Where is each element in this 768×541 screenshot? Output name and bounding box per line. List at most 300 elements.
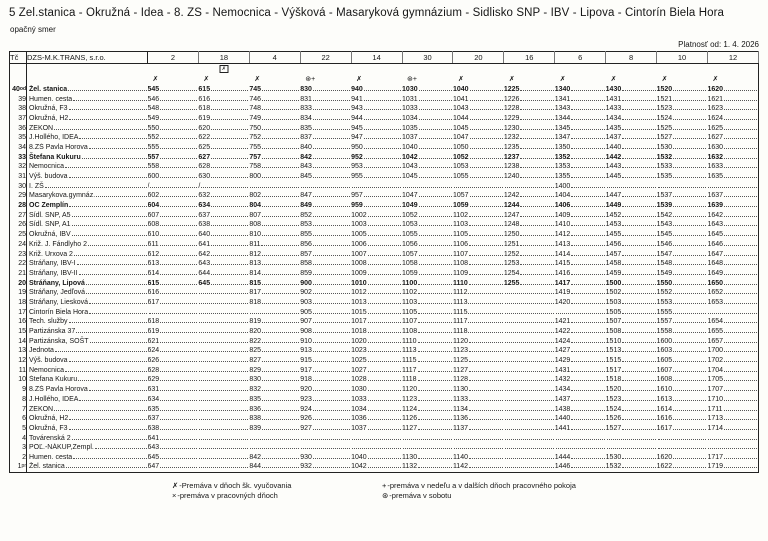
time-cell: 1340: [555, 85, 606, 95]
time-cell: [504, 414, 555, 424]
time-cell: 644: [198, 269, 249, 279]
stop-row: [10, 365, 759, 375]
stop-name: Okružná, F3: [27, 104, 148, 114]
time-cell: 1352: [555, 152, 606, 162]
time-cell: 1404: [555, 191, 606, 201]
time-cell: 840: [300, 143, 351, 153]
stop-row: [10, 443, 759, 453]
column-number: 30: [402, 52, 453, 64]
time-cell: 1118: [453, 327, 504, 337]
time-cell: 555: [148, 143, 199, 153]
time-cell: 830: [249, 375, 300, 385]
time-cell: 1553: [657, 298, 708, 308]
stop-row: [10, 249, 759, 259]
time-cell: 835: [300, 123, 351, 133]
time-cell: 545: [148, 85, 199, 95]
time-cell: [402, 181, 453, 191]
time-cell: 1421: [555, 317, 606, 327]
stop-name: Stráňany, IBV-I: [27, 259, 148, 269]
time-cell: 1055: [402, 230, 453, 240]
time-cell: 1037: [351, 424, 402, 434]
time-cell: 604: [148, 201, 199, 211]
time-cell: 1009: [351, 269, 402, 279]
time-cell: 1505: [606, 307, 657, 317]
time-cell: 940: [351, 85, 402, 95]
time-cell: 1603: [657, 346, 708, 356]
time-cell: 752: [249, 133, 300, 143]
timetable-body: [10, 85, 759, 473]
stop-name: Cintorín Biela Hora: [27, 307, 148, 317]
time-cell: 616: [148, 288, 199, 298]
time-cell: [402, 433, 453, 443]
time-cell: 1435: [606, 123, 657, 133]
spacer: [27, 64, 148, 85]
time-cell: [402, 443, 453, 453]
time-cell: [198, 346, 249, 356]
time-cell: 838: [249, 414, 300, 424]
stop-number: 14: [10, 336, 27, 346]
column-number: 12: [707, 52, 758, 64]
time-cell: 1616: [657, 414, 708, 424]
time-cell: 1036: [351, 414, 402, 424]
time-cell: 1049: [402, 201, 453, 211]
time-cell: 1115: [402, 356, 453, 366]
time-cell: 1414: [555, 249, 606, 259]
time-cell: 1543: [657, 220, 708, 230]
time-cell: 800: [249, 172, 300, 182]
time-cell: 1108: [453, 259, 504, 269]
time-cell: 626: [148, 356, 199, 366]
time-cell: 1020: [351, 336, 402, 346]
time-cell: 1106: [453, 240, 504, 250]
time-cell: 1627: [707, 133, 758, 143]
stop-name: Humen. cesta: [27, 94, 148, 104]
time-cell: 1549: [657, 269, 708, 279]
time-cell: 1007: [351, 249, 402, 259]
time-cell: 624: [148, 346, 199, 356]
stop-row: [10, 288, 759, 298]
timetable: [9, 51, 759, 473]
column-day-symbols: [453, 64, 504, 85]
stop-number: 24: [10, 240, 27, 250]
stop-name: ZEKON: [27, 404, 148, 414]
day-symbol-icon: ✗: [661, 75, 668, 83]
time-cell: 1042: [351, 462, 402, 472]
time-cell: 1128: [453, 375, 504, 385]
time-cell: 549: [148, 114, 199, 124]
time-cell: [453, 433, 504, 443]
time-cell: 1015: [351, 307, 402, 317]
time-cell: 1045: [402, 172, 453, 182]
stop-row: [10, 298, 759, 308]
column-day-symbols: [148, 64, 199, 85]
time-cell: [504, 395, 555, 405]
time-cell: 1347: [555, 133, 606, 143]
time-cell: 1025: [351, 356, 402, 366]
time-cell: 1525: [657, 123, 708, 133]
time-cell: 1608: [657, 375, 708, 385]
stop-name: POĽ.-NÁKUP,Zempl.: [27, 443, 148, 453]
time-cell: 1238: [504, 162, 555, 172]
time-cell: 858: [300, 259, 351, 269]
time-cell: 1508: [606, 327, 657, 337]
time-cell: 615: [198, 85, 249, 95]
time-cell: [198, 395, 249, 405]
time-cell: 959: [351, 201, 402, 211]
time-cell: 1053: [453, 162, 504, 172]
time-cell: [198, 424, 249, 434]
corner-label: Tč: [10, 52, 27, 64]
time-cell: 852: [300, 210, 351, 220]
time-cell: 924: [300, 404, 351, 414]
column-number: 2: [148, 52, 199, 64]
time-cell: 637: [148, 414, 199, 424]
time-cell: 1653: [707, 298, 758, 308]
time-cell: [555, 307, 606, 317]
time-cell: 611: [148, 240, 199, 250]
time-cell: 807: [249, 210, 300, 220]
time-cell: 1045: [453, 123, 504, 133]
time-cell: 1415: [555, 259, 606, 269]
time-cell: 607: [148, 210, 199, 220]
time-cell: 748: [249, 104, 300, 114]
time-cell: 1459: [606, 269, 657, 279]
time-cell: [657, 433, 708, 443]
time-cell: [198, 385, 249, 395]
stop-name: 8.ZŠ Pavla Horova: [27, 143, 148, 153]
stop-row: [10, 278, 759, 288]
time-cell: 941: [351, 94, 402, 104]
time-cell: [504, 298, 555, 308]
day-symbol-icon: ⊛+: [407, 75, 417, 83]
time-cell: 1115: [453, 307, 504, 317]
time-cell: 1040: [351, 453, 402, 463]
time-cell: 1614: [657, 404, 708, 414]
time-cell: 1412: [555, 230, 606, 240]
time-cell: [606, 433, 657, 443]
time-cell: 1006: [351, 240, 402, 250]
time-cell: 1232: [504, 133, 555, 143]
time-cell: 641: [198, 240, 249, 250]
time-cell: 1108: [402, 327, 453, 337]
stop-name: ZEKON: [27, 123, 148, 133]
stop-name: Okružná, F3: [27, 424, 148, 434]
time-cell: 643: [148, 443, 199, 453]
stop-number: 19: [10, 288, 27, 298]
time-cell: 910: [300, 336, 351, 346]
stop-row: [10, 414, 759, 424]
time-cell: 1434: [555, 385, 606, 395]
time-cell: [657, 181, 708, 191]
stop-row: [10, 336, 759, 346]
time-cell: 923: [300, 395, 351, 405]
time-cell: 1713: [707, 414, 758, 424]
time-cell: 1532: [657, 152, 708, 162]
time-cell: 1455: [606, 230, 657, 240]
stop-row: [10, 191, 759, 201]
column-number: 14: [351, 52, 402, 64]
time-cell: 1600: [657, 336, 708, 346]
time-cell: 1625: [707, 123, 758, 133]
time-cell: 1649: [707, 269, 758, 279]
time-cell: 1120: [402, 385, 453, 395]
time-cell: 1440: [555, 414, 606, 424]
stop-number: 34: [10, 143, 27, 153]
stop-name: Masarykova.gymnáz.: [27, 191, 148, 201]
time-cell: 1542: [657, 210, 708, 220]
time-cell: 1013: [351, 298, 402, 308]
stop-number: 11: [10, 365, 27, 375]
stop-row: [10, 395, 759, 405]
stop-name: 8.ZŠ Pavla Horova: [27, 385, 148, 395]
time-cell: 1413: [555, 240, 606, 250]
time-cell: [351, 433, 402, 443]
time-cell: 1635: [707, 172, 758, 182]
time-cell: 802: [249, 191, 300, 201]
legend-text: -premáva v sobotu: [389, 490, 452, 500]
column-day-symbols: [606, 64, 657, 85]
time-cell: 1058: [402, 259, 453, 269]
time-cell: [148, 307, 199, 317]
time-cell: 1533: [657, 162, 708, 172]
time-cell: [504, 453, 555, 463]
time-cell: 1237: [504, 152, 555, 162]
time-cell: 638: [198, 220, 249, 230]
stop-name: Tech. služby: [27, 317, 148, 327]
time-cell: 1247: [504, 210, 555, 220]
time-cell: 1427: [555, 346, 606, 356]
time-cell: [707, 181, 758, 191]
stop-name: Humen. cesta: [27, 453, 148, 463]
time-cell: 945: [351, 123, 402, 133]
stop-name: Sídl. SNP, A1: [27, 220, 148, 230]
time-cell: 1530: [657, 143, 708, 153]
time-cell: 1120: [453, 336, 504, 346]
time-cell: 630: [198, 172, 249, 182]
time-cell: 1700: [707, 346, 758, 356]
legend-item: [172, 491, 382, 500]
stop-name: Križ. Urxova 2: [27, 249, 148, 259]
column-day-symbols: [657, 64, 708, 85]
time-cell: 1445: [606, 172, 657, 182]
stop-number: 36: [10, 123, 27, 133]
time-cell: [249, 443, 300, 453]
column-day-symbols: [300, 64, 351, 85]
time-cell: [707, 307, 758, 317]
time-cell: 1457: [606, 249, 657, 259]
time-cell: 618: [148, 317, 199, 327]
time-cell: 1127: [402, 424, 453, 434]
time-cell: 1041: [453, 94, 504, 104]
time-cell: 1520: [657, 85, 708, 95]
time-cell: 820: [249, 327, 300, 337]
time-cell: 1110: [453, 278, 504, 288]
column-number: 4: [249, 52, 300, 64]
time-cell: 813: [249, 259, 300, 269]
stop-row: [10, 453, 759, 463]
time-cell: 1027: [351, 365, 402, 375]
stop-name: Štefana Kukuru: [27, 375, 148, 385]
time-cell: 932: [300, 462, 351, 472]
stop-number: 6: [10, 414, 27, 424]
stop-name: Okružná, IBV: [27, 230, 148, 240]
time-cell: 1344: [555, 114, 606, 124]
time-cell: 1643: [707, 220, 758, 230]
time-cell: 758: [249, 162, 300, 172]
time-cell: [249, 181, 300, 191]
stop-row: [10, 307, 759, 317]
day-symbol-icon: ✗: [356, 75, 362, 83]
time-cell: 1646: [707, 240, 758, 250]
time-cell: [504, 375, 555, 385]
stop-row: [10, 201, 759, 211]
time-cell: 1539: [657, 201, 708, 211]
time-cell: 1031: [402, 94, 453, 104]
time-cell: [300, 433, 351, 443]
stop-name: Nemocnica: [27, 365, 148, 375]
time-cell: 1052: [402, 210, 453, 220]
time-cell: 632: [198, 191, 249, 201]
time-cell: 1044: [453, 114, 504, 124]
time-cell: 746: [249, 94, 300, 104]
time-cell: 1438: [555, 404, 606, 414]
stop-row: [10, 375, 759, 385]
time-cell: 1042: [402, 152, 453, 162]
time-cell: [555, 443, 606, 453]
time-cell: 1117: [402, 365, 453, 375]
time-cell: 902: [300, 288, 351, 298]
time-cell: 1107: [453, 249, 504, 259]
time-cell: 749: [249, 114, 300, 124]
time-cell: [504, 336, 555, 346]
day-symbol-icon: ✗: [203, 75, 210, 83]
time-cell: 1005: [351, 230, 402, 240]
stop-number: 28: [10, 201, 27, 211]
column-day-symbols: [249, 64, 300, 85]
time-cell: 621: [148, 336, 199, 346]
stop-number: 15: [10, 327, 27, 337]
time-cell: 1617: [657, 424, 708, 434]
time-cell: 1431: [555, 365, 606, 375]
stop-name: Žel. stanica: [27, 462, 148, 472]
time-cell: 1711: [707, 404, 758, 414]
day-symbol-icon: ✗: [457, 75, 464, 83]
time-cell: 627: [198, 152, 249, 162]
time-cell: [198, 307, 249, 317]
time-cell: 1657: [707, 336, 758, 346]
stop-name: Nemocnica: [27, 162, 148, 172]
time-cell: 1056: [402, 240, 453, 250]
time-cell: 944: [351, 114, 402, 124]
time-cell: 1647: [707, 249, 758, 259]
time-cell: 1650: [707, 278, 758, 288]
time-cell: 634: [148, 395, 199, 405]
time-cell: 1419: [555, 288, 606, 298]
time-cell: 620: [198, 123, 249, 133]
stop-row: [10, 404, 759, 414]
time-cell: 1400: [555, 181, 606, 191]
stop-number: 30: [10, 181, 27, 191]
time-cell: 1434: [606, 114, 657, 124]
stop-row: [10, 133, 759, 143]
time-cell: 1251: [504, 240, 555, 250]
time-cell: 1047: [453, 133, 504, 143]
stop-row: [10, 220, 759, 230]
time-cell: [198, 298, 249, 308]
stop-number: 23: [10, 249, 27, 259]
time-cell: 1030: [351, 385, 402, 395]
time-cell: 810: [249, 230, 300, 240]
time-cell: [198, 365, 249, 375]
time-cell: [198, 462, 249, 472]
time-cell: 1621: [707, 94, 758, 104]
time-cell: [249, 307, 300, 317]
time-cell: 1524: [657, 114, 708, 124]
time-cell: 957: [351, 191, 402, 201]
time-cell: 1431: [606, 94, 657, 104]
time-cell: 857: [300, 249, 351, 259]
time-cell: 1118: [402, 375, 453, 385]
time-cell: [198, 327, 249, 337]
time-cell: 1248: [504, 220, 555, 230]
time-cell: 927: [300, 424, 351, 434]
time-cell: 608: [148, 220, 199, 230]
time-cell: 849: [300, 201, 351, 211]
time-cell: 1510: [606, 336, 657, 346]
time-cell: 1050: [453, 143, 504, 153]
time-cell: 1417: [555, 278, 606, 288]
time-cell: 1620: [657, 453, 708, 463]
stop-name: Štefana Kukuru: [27, 152, 148, 162]
time-cell: [351, 443, 402, 453]
time-cell: 634: [198, 201, 249, 211]
time-cell: [504, 365, 555, 375]
time-cell: 1513: [606, 346, 657, 356]
time-cell: 1253: [504, 259, 555, 269]
time-cell: 1717: [707, 453, 758, 463]
column-day-symbols: [351, 64, 402, 85]
time-cell: [300, 181, 351, 191]
time-cell: 1037: [402, 133, 453, 143]
time-cell: 814: [249, 269, 300, 279]
stop-name: Výš. budova: [27, 172, 148, 182]
stop-name: Žel. stanica: [27, 85, 148, 95]
time-cell: 615: [148, 278, 199, 288]
time-cell: [504, 327, 555, 337]
time-cell: 819: [249, 317, 300, 327]
time-cell: 836: [249, 404, 300, 414]
spacer: [10, 64, 27, 85]
time-cell: 1406: [555, 201, 606, 211]
time-cell: 1502: [606, 288, 657, 298]
time-cell: 1043: [453, 104, 504, 114]
time-cell: 1100: [402, 278, 453, 288]
stop-number-suffix: pr: [21, 463, 26, 470]
stop-row: [10, 269, 759, 279]
time-cell: 1429: [555, 356, 606, 366]
time-cell: [300, 443, 351, 453]
time-cell: 1012: [351, 288, 402, 298]
time-cell: 835: [249, 395, 300, 405]
time-cell: 1124: [402, 404, 453, 414]
time-cell: [504, 181, 555, 191]
time-cell: [504, 346, 555, 356]
time-cell: 1410: [555, 220, 606, 230]
time-cell: [555, 433, 606, 443]
stop-row: [10, 433, 759, 443]
stop-name: Stráňany, Jedľová: [27, 288, 148, 298]
time-cell: 1507: [606, 317, 657, 327]
